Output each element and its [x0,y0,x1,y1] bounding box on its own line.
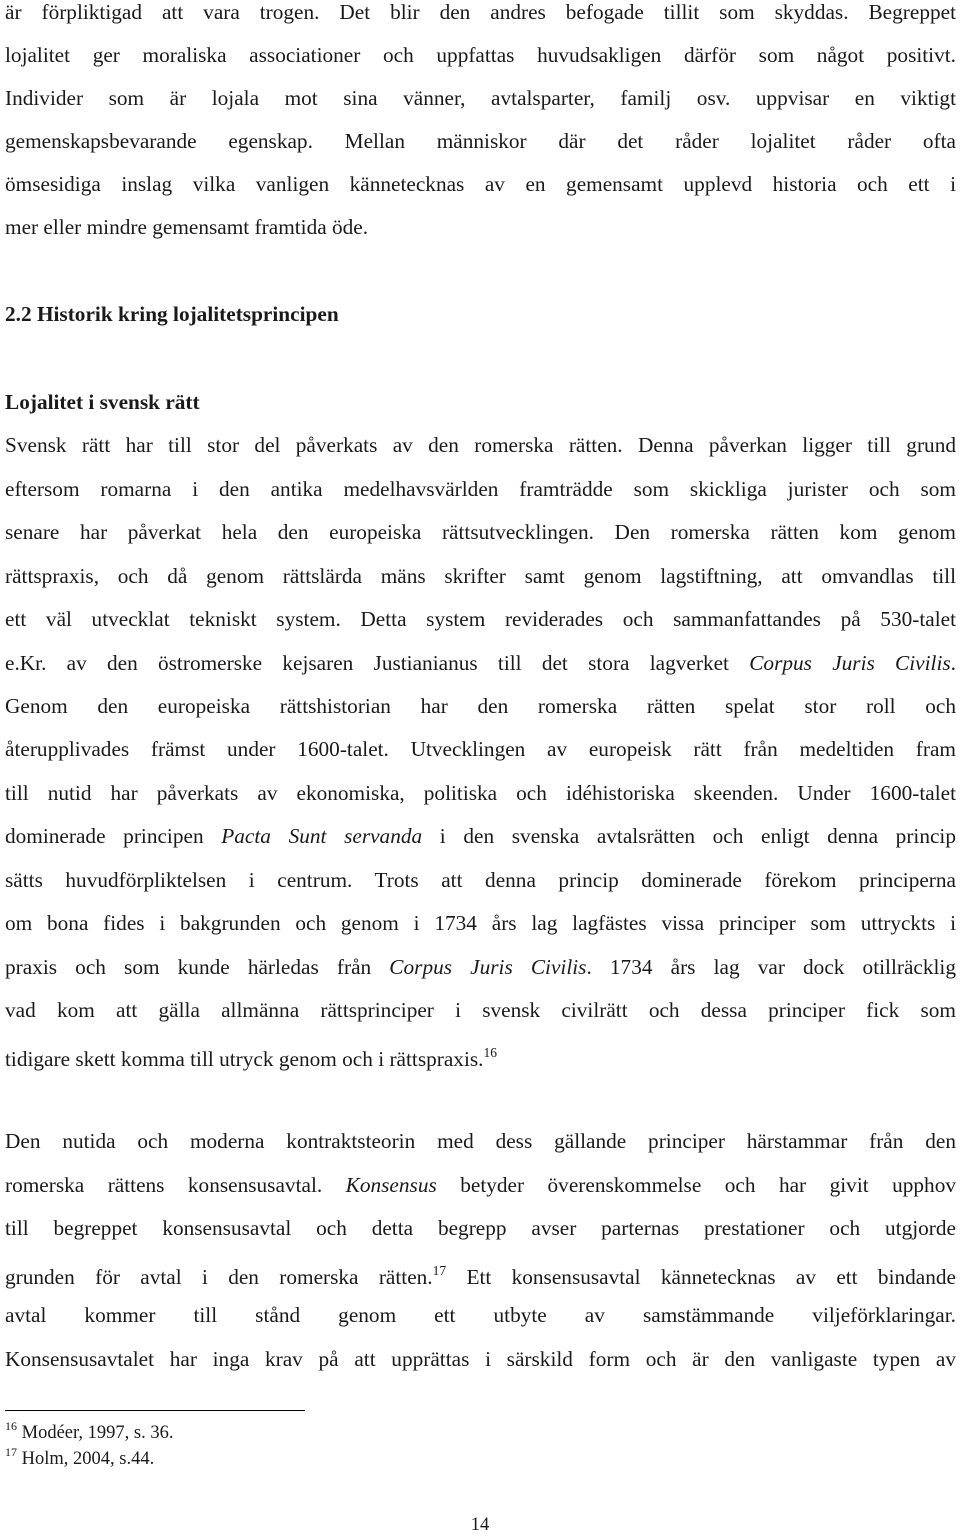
text-run: . [950,651,956,675]
footnote-number: 17 [5,1445,17,1459]
text-run: dominerade principen [5,824,222,848]
italic-term: Pacta Sunt servanda [221,824,423,848]
paragraph-line: Svensk rätt har till stor del påverkats av den romerska rätten. Denna påverkan ligger till grund [5,433,956,457]
paragraph-line: eftersom romarna i den antika medelhavsvärlden framträdde som skickliga jurister och som [5,477,956,501]
paragraph-line: Konsensusavtalet har inga krav på att upprättas i särskild form och är den vanligaste typen av [5,1347,956,1371]
paragraph-line: Individer som är lojala mot sina vänner, avtalsparter, familj osv. uppvisar en viktigt [5,86,956,110]
paragraph-line: sätts huvudförpliktelsen i centrum. Trots att denna princip dominerade förekom principerna [5,868,956,892]
footnote-number: 16 [5,1419,17,1433]
paragraph-line: är förpliktigad att vara trogen. Det blir den andres befogade tillit som skyddas. Begreppet [5,0,956,24]
paragraph-line: återupplivades främst under 1600-talet. Utvecklingen av europeisk rätt från medeltiden fram [5,737,956,761]
footnote-ref[interactable]: 17 [432,1263,447,1278]
italic-term: Corpus Juris Civilis [749,651,951,675]
paragraph-line [5,953,956,981]
page-number: 14 [470,1515,490,1535]
italic-term: Corpus Juris Civilis [389,955,587,979]
text-run: e.Kr. av den östromerske kejsaren Justianianus till det stora lagverket [5,651,750,675]
text-run: praxis och som kunde härledas från [5,955,390,979]
paragraph-line [5,649,956,677]
paragraph-line: till begreppet konsensusavtal och detta begrepp avser parternas prestationer och utgjorde [5,1216,956,1240]
footnote [5,1416,174,1444]
paragraph-line [5,1040,956,1073]
text-run: Ett konsensusavtal kännetecknas av ett bindande [446,1265,956,1290]
text-run: . 1734 års lag var dock otillräcklig [586,955,956,979]
text-run: romerska rättens konsensusavtal. [5,1173,346,1197]
footnote-divider [5,1410,305,1411]
paragraph-line: gemenskapsbevarande egenskap. Mellan människor där det råder lojalitet råder ofta [5,129,956,153]
paragraph-line: ömsesidiga inslag vilka vanligen kännetecknas av en gemensamt upplevd historia och ett i [5,172,956,196]
text-run: tidigare skett komma till utryck genom och i rättspraxis. [5,1047,484,1072]
paragraph-line: ett väl utvecklat tekniskt system. Detta system reviderades och sammanfattandes på 530-talet [5,607,956,631]
paragraph-line: om bona fides i bakgrunden och genom i 1734 års lag lagfästes vissa principer som uttryckts i [5,911,956,935]
footnote-text: Holm, 2004, s.44. [21,1449,155,1470]
paragraph-line: avtal kommer till stånd genom ett utbyte av samstämmande viljeförklaringar. [5,1303,956,1327]
paragraph-line: till nutid har påverkats av ekonomiska, politiska och idéhistoriska skeenden. Under 1600-talet [5,781,956,805]
footnote-text: Modéer, 1997, s. 36. [21,1423,174,1444]
text-run: betyder överenskommelse och har givit upphov [436,1173,956,1197]
footnote [5,1442,154,1470]
paragraph-line [5,1171,956,1199]
paragraph-line: Den nutida och moderna kontraktsteorin med dess gällande principer härstammar från den [5,1129,956,1153]
paragraph-line: Genom den europeiska rättshistorian har den romerska rätten spelat stor roll och [5,694,956,718]
paragraph-line: rättspraxis, och då genom rättslärda mäns skrifter samt genom lagstiftning, att omvandlas till [5,564,956,588]
paragraph-line: mer eller mindre gemensamt framtida öde. [5,215,369,239]
paragraph-line [5,1258,956,1291]
section-heading: 2.2 Historik kring lojalitetsprincipen [5,302,339,326]
subsection-heading: Lojalitet i svensk rätt [5,390,200,414]
italic-term: Konsensus [345,1173,437,1197]
paragraph-line: senare har påverkat hela den europeiska rättsutvecklingen. Den romerska rätten kom genom [5,520,956,544]
footnote-ref[interactable]: 16 [483,1045,497,1060]
text-run: i den svenska avtalsrätten och enligt denna princip [422,824,956,848]
paragraph-line: lojalitet ger moraliska associationer och uppfattas huvudsakligen därför som något positivt. [5,43,956,67]
paragraph-line: vad kom att gälla allmänna rättsprinciper i svensk civilrätt och dessa principer fick som [5,998,956,1022]
text-run: grunden för avtal i den romerska rätten. [5,1265,433,1290]
paragraph-line [5,822,956,850]
